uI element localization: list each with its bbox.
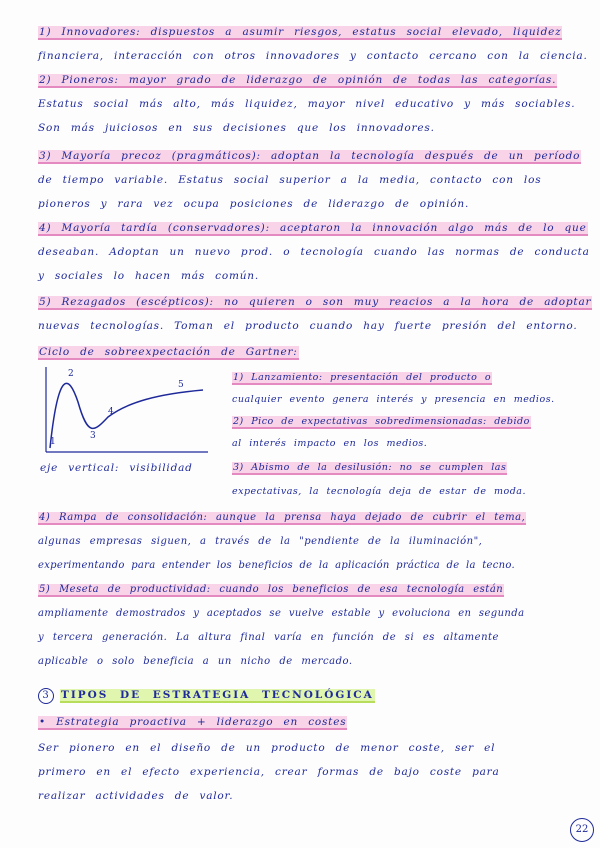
text-line <box>38 584 504 595</box>
term-abismo: 3) Abismo de la desilusión: no se cumplen las <box>233 462 507 473</box>
graph-label-3: 3 <box>90 431 96 441</box>
text-line <box>232 416 531 427</box>
text-line: primero en el efecto experiencia, crear formas de bajo coste para <box>38 766 500 778</box>
text-line <box>38 346 299 358</box>
text-line <box>38 716 347 728</box>
text-line: Son más juiciosos en sus decisiones que los innovadores. <box>38 122 435 134</box>
text-line <box>38 74 557 86</box>
term-innovadores: 1) Innovadores: dispuestos a asumir riesgos, estatus social elevado, liquidez <box>39 26 562 38</box>
text-line <box>38 222 588 234</box>
text-line <box>38 512 526 523</box>
text-line: realizar actividades de valor. <box>38 790 234 802</box>
text-line <box>38 26 562 38</box>
text-line: algunas empresas siguen, a través de la "pendiente de la iluminación", <box>38 536 483 547</box>
hype-curve <box>50 383 203 448</box>
graph-label-1: 1 <box>50 437 56 447</box>
term-pico: 2) Pico de expectativas sobredimensionadas: debido <box>233 416 530 427</box>
section-title: TIPOS DE ESTRATEGIA TECNOLÓGICA <box>61 689 374 701</box>
text-line: financiera, interacción con otros innovadores y contacto cercano con la ciencia. <box>38 50 588 62</box>
text-line: experimentando para entender los beneficios de la aplicación práctica de la tecno. <box>38 560 515 571</box>
term-pioneros: 2) Pioneros: mayor grado de liderazgo de opinión de todas las categorías. <box>39 74 557 86</box>
term-rampa: 4) Rampa de consolidación: aunque la prensa haya dejado de cubrir el tema, <box>39 512 526 523</box>
graph-label-2: 2 <box>68 369 74 379</box>
text-line <box>38 150 581 162</box>
graph-label-5: 5 <box>178 380 184 390</box>
graph-label-4: 4 <box>108 407 114 417</box>
term-mayoria-precoz: 3) Mayoría precoz (pragmáticos): adoptan la tecnología después de un período <box>39 150 581 162</box>
text-line: Estatus social más alto, más liquidez, mayor nivel educativo y más sociables. <box>38 98 576 110</box>
text-line: nuevas tecnologías. Toman el producto cuando hay fuerte presión del entorno. <box>38 320 578 332</box>
section-heading <box>38 688 375 704</box>
hype-cycle-graph <box>38 362 218 457</box>
term-meseta: 5) Meseta de productividad: cuando los beneficios de esa tecnología están <box>39 584 504 595</box>
text-line <box>38 296 592 308</box>
text-line: deseaban. Adoptan un nuevo prod. o tecnología cuando las normas de conducta <box>38 246 590 258</box>
gartner-heading: Ciclo de sobreexpectación de Gartner: <box>39 346 298 358</box>
text-line: al interés impacto en los medios. <box>232 438 428 449</box>
term-rezagados: 5) Rezagados (escépticos): no quieren o son muy reacios a la hora de adoptar <box>39 296 592 308</box>
term-lanzamiento: 1) Lanzamiento: presentación del producto o <box>233 372 492 383</box>
text-line: Ser pionero en el diseño de un producto de menor coste, ser el <box>38 742 496 754</box>
text-line <box>232 462 507 473</box>
graph-caption: eje vertical: visibilidad <box>40 462 193 474</box>
text-line: de tiempo variable. Estatus social superior a la media, contacto con los <box>38 174 542 186</box>
text-line: ampliamente demostrados y aceptados se vuelve estable y evoluciona en segunda <box>38 608 525 619</box>
text-line: cualquier evento genera interés y presencia en medios. <box>232 394 555 405</box>
section-number: 3 <box>38 688 54 704</box>
text-line: aplicable o solo beneficia a un nicho de mercado. <box>38 656 353 667</box>
page-number: 22 <box>570 818 594 842</box>
text-line: pioneros y rara vez ocupa posiciones de liderazgo de opinión. <box>38 198 470 210</box>
strategy-title: • Estrategia proactiva + liderazgo en costes <box>39 716 347 728</box>
term-mayoria-tardia: 4) Mayoría tardía (conservadores): aceptaron la innovación algo más de lo que <box>39 222 587 234</box>
text-line: y tercera generación. La altura final varía en función de si es altamente <box>38 632 499 643</box>
text-line <box>232 372 492 383</box>
text-line: expectativas, la tecnología deja de estar de moda. <box>232 486 526 497</box>
text-line: y sociales lo hacen más común. <box>38 270 259 282</box>
